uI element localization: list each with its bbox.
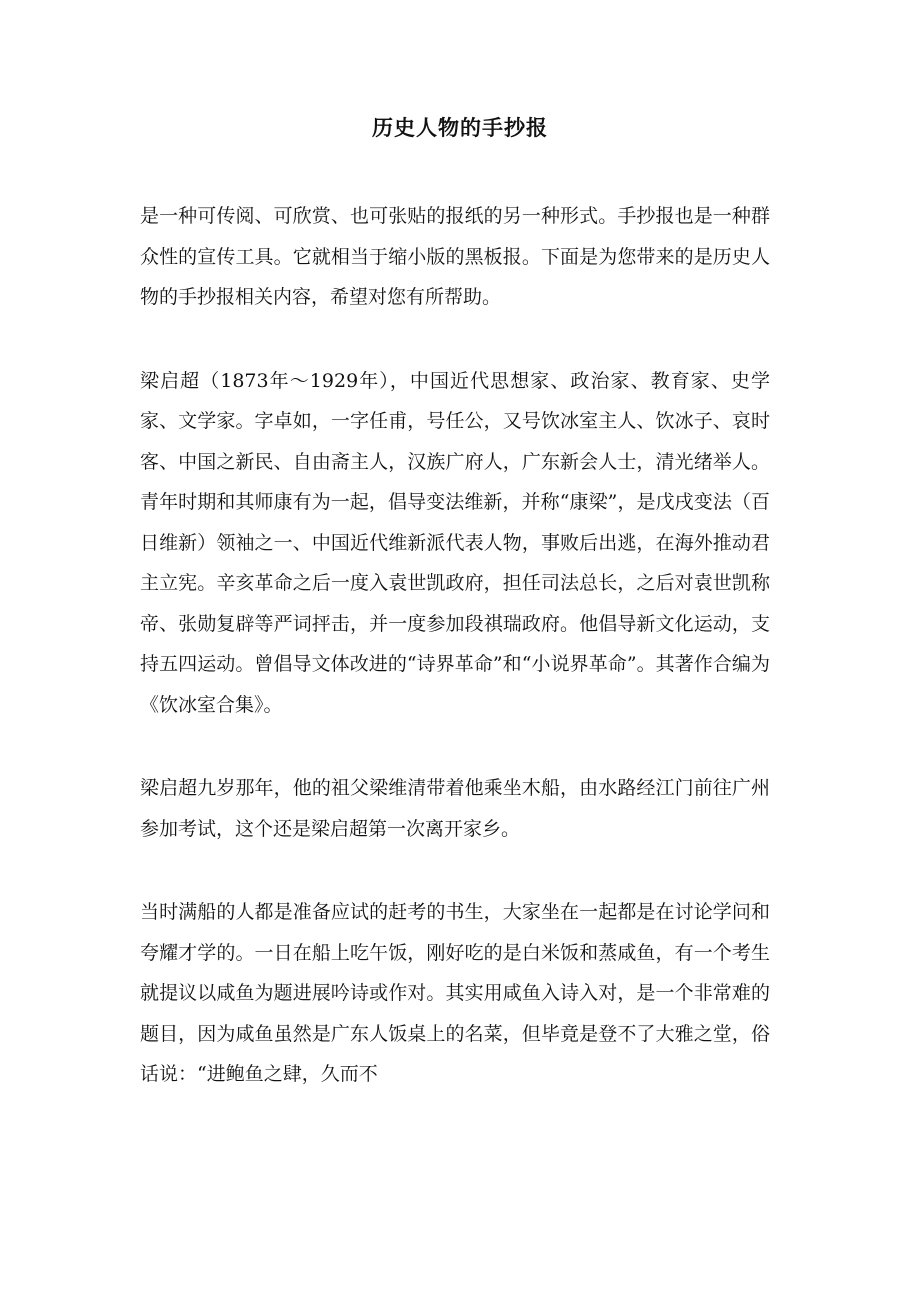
paragraph-anecdote: 当时满船的人都是准备应试的赶考的书生，大家坐在一起都是在讨论学问和夸耀才学的。一日在船上吃午饭，刚好吃的是白米饭和蒸咸鱼，有一个考生就提议以咸鱼为题进展吟诗或作对。其实用咸鱼入诗入对，是一个非常难的题目，因为咸鱼虽然是广东人饭桌上的名菜，但毕竟是登不了大雅之堂，俗话说：“进鲍鱼之肆，久而不 [140, 901, 770, 1085]
paragraph-childhood: 梁启超九岁那年，他的祖父梁维清带着他乘坐木船，由水路经江门前往广州参加考试，这个还是梁启超第一次离开家乡。 [140, 777, 770, 840]
paragraph-intro: 是一种可传阅、可欣赏、也可张贴的报纸的另一种形式。手抄报也是一种群众性的宣传工具。它就相当于缩小版的黑板报。下面是为您带来的是历史人物的手抄报相关内容，希望对您有所帮助。 [140, 205, 770, 308]
paragraph-biography: 梁启超（1873年～1929年），中国近代思想家、政治家、教育家、史学家、文学家。字卓如，一字任甫，号任公，又号饮冰室主人、饮冰子、哀时客、中国之新民、自由斋主人，汉族广府人，广东新会人士，清光绪举人。青年时期和其师康有为一起，倡导变法维新，并称“康梁”，是戊戌变法（百日维新）领袖之一、中国近代维新派代表人物，事败后出逃，在海外推动君主立宪。辛亥革命之后一度入袁世凯政府，担任司法总长，之后对袁世凯称帝、张勋复辟等严词抨击，并一度参加段祺瑞政府。他倡导新文化运动，支持五四运动。曾倡导文体改进的“诗界革命”和“小说界革命”。其著作合编为《饮冰室合集》。 [140, 369, 770, 716]
document-title: 历史人物的手抄报 [372, 115, 548, 140]
document-body [140, 196, 770, 1095]
